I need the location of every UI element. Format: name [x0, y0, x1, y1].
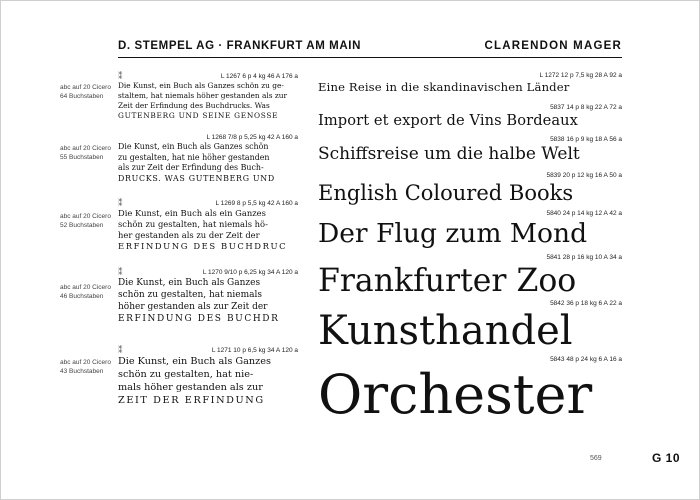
text-line: Die Kunst, ein Buch als Ganzes [118, 356, 271, 367]
specimen-meta [118, 199, 298, 208]
specimen-note [60, 83, 120, 101]
page-number: 569 [590, 455, 602, 462]
note-line: abc auf 20 Cicero [60, 84, 111, 91]
note-line: abc auf 20 Cicero [60, 213, 111, 220]
specimen-line: Orchester [318, 363, 593, 426]
large-specimen [318, 104, 622, 129]
text-line: zu gestalten, hat nie höher gestanden [118, 152, 270, 162]
specimen-block [118, 268, 298, 325]
specimen-text [118, 355, 298, 407]
specimen-text [118, 142, 298, 184]
text-line: Die Kunst, ein Buch als Ganzes [118, 278, 261, 288]
specimen-block [118, 199, 298, 252]
text-line: Zeit der Erfindung des Buchdrucks. Was [118, 101, 270, 110]
text-line: Die Kunst, ein Buch als ein Ganzes [118, 208, 266, 218]
mark-icon: ⁑ [118, 345, 123, 355]
specimen-line: Der Flug zum Mond [318, 218, 588, 249]
text-line: schön zu gestalten, hat niemals hö- [118, 219, 268, 229]
specimen-note [60, 358, 120, 376]
specimen-code: 5838 16 p 9 kg 18 A 56 a [550, 136, 622, 143]
specimen-meta [118, 346, 298, 355]
text-line: schön zu gestalten, hat niemals [118, 290, 262, 300]
specimen-line: English Coloured Books [318, 181, 574, 205]
specimen-meta [118, 268, 298, 277]
text-line: her gestanden als zu der Zeit der [118, 230, 260, 240]
large-specimen [318, 136, 622, 165]
mark-icon: ⁑ [118, 71, 123, 81]
note-line: 55 Buchstaben [60, 154, 104, 161]
specimen-code: 5841 28 p 16 kg 10 A 34 a [546, 254, 622, 261]
specimen-code: L 1271 10 p 6,5 kg 34 A 120 a [211, 347, 298, 354]
text-line: ERFINDUNG DES BUCHDRUC [118, 241, 288, 251]
page-header-typeface: CLARENDON MAGER [484, 40, 622, 52]
text-line: höher gestanden als zur Zeit der [118, 302, 268, 312]
text-line: GUTENBERG UND SEINE GENOSSE [118, 111, 279, 120]
text-line: als zur Zeit der Erfindung des Buch- [118, 163, 264, 173]
specimen-block [118, 72, 298, 121]
specimen-text [118, 81, 298, 121]
specimen-note [60, 212, 120, 230]
note-line: 46 Buchstaben [60, 293, 104, 300]
specimen-block [118, 346, 298, 407]
text-line: ZEIT DER ERFINDUNG [118, 395, 265, 406]
note-line: 64 Buchstaben [60, 93, 104, 100]
specimen-code: 5840 24 p 14 kg 12 A 42 a [546, 210, 622, 217]
note-line: abc auf 20 Cicero [60, 284, 111, 291]
large-specimen [318, 356, 622, 426]
specimen-code: 5842 36 p 18 kg 6 A 22 a [550, 300, 622, 307]
large-specimen [318, 254, 622, 300]
specimen-line: Frankfurter Zoo [318, 263, 577, 299]
text-line: mals höher gestanden als zur [118, 382, 263, 393]
specimen-code: L 1269 8 p 5,5 kg 42 A 160 a [215, 200, 298, 207]
specimen-text [118, 208, 298, 252]
specimen-line: Schiffsreise um die halbe Welt [318, 144, 580, 164]
specimen-text [118, 277, 298, 325]
page-header-publisher: D. STEMPEL AG · FRANKFURT AM MAIN [118, 40, 361, 52]
specimen-code: L 1272 12 p 7,5 kg 28 A 92 a [539, 72, 622, 79]
mark-icon: ⁑ [118, 267, 123, 277]
note-line: 52 Buchstaben [60, 222, 104, 229]
specimen-line: Kunsthandel [318, 308, 573, 354]
note-line: abc auf 20 Cicero [60, 359, 111, 366]
specimen-code: 5837 14 p 8 kg 22 A 72 a [550, 104, 622, 111]
mark-icon: ⁑ [118, 198, 123, 208]
specimen-line: Import et export de Vins Bordeaux [318, 112, 579, 129]
specimen-code: L 1267 6 p 4 kg 46 A 176 a [220, 73, 298, 80]
specimen-meta [118, 133, 298, 142]
large-specimen [318, 72, 622, 94]
large-specimen [318, 300, 622, 354]
text-line: DRUCKS. WAS GUTENBERG UND [118, 173, 275, 183]
large-specimen [318, 210, 622, 250]
text-line: ERFINDUNG DES BUCHDR [118, 314, 280, 324]
specimen-code: L 1268 7/8 p 5,25 kg 42 A 160 a [206, 134, 298, 141]
text-line: Die Kunst, ein Buch als Ganzes schön [118, 142, 269, 151]
text-line: schön zu gestalten, hat nie- [118, 369, 254, 380]
section-marker: G 10 [652, 451, 681, 465]
large-specimen [318, 172, 622, 206]
specimen-code: 5839 20 p 12 kg 16 A 50 a [546, 172, 622, 179]
note-line: 43 Buchstaben [60, 368, 104, 375]
specimen-code: 5843 48 p 24 kg 6 A 16 a [550, 356, 622, 363]
header-rule [118, 57, 622, 58]
specimen-note [60, 283, 120, 301]
specimen-note [60, 144, 120, 162]
specimen-block [118, 133, 298, 184]
text-line: staltem, hat niemals höher gestanden als zur [118, 91, 288, 100]
note-line: abc auf 20 Cicero [60, 145, 111, 152]
specimen-line: Eine Reise in die skandinavischen Länder [318, 80, 570, 94]
specimen-code: L 1270 9/10 p 6,25 kg 34 A 120 a [202, 269, 298, 276]
specimen-meta [118, 72, 298, 81]
text-line: Die Kunst, ein Buch als Ganzes schön zu ge- [118, 81, 284, 90]
